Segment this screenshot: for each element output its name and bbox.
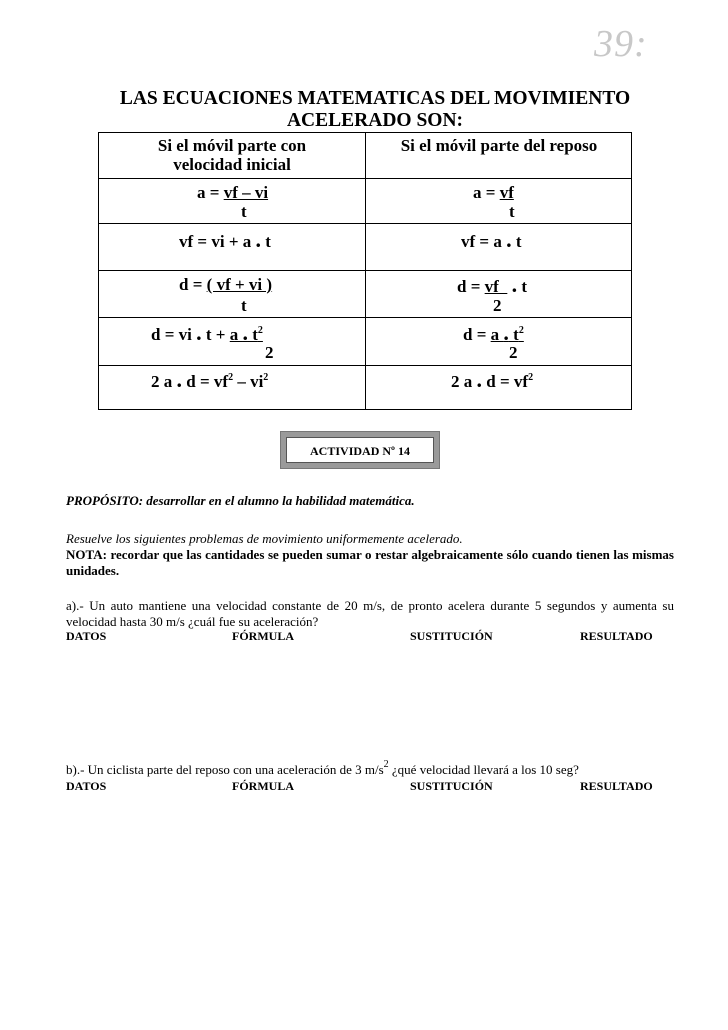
datos-header: DATOS <box>66 779 107 793</box>
distance-formula-acceleration-from-rest: d = a . $t^2$ <box>463 320 524 345</box>
title-line-2: ACELERADO SON: <box>286 110 464 131</box>
sustitucion-header: SUSTITUCIÓN <box>410 779 493 793</box>
sustitucion-header: SUSTITUCIÓN <box>410 629 493 643</box>
table-row-divider <box>99 178 631 179</box>
problem-b-column-headers <box>66 779 674 795</box>
timeless-formula-from-rest: 2 a . $d = vf^2$ <box>451 367 534 392</box>
page-number: 39: <box>594 23 648 65</box>
instruction-text: Resuelve los siguientes problemas de movimiento uniformemente acelerado. <box>66 531 463 546</box>
formula-header: FÓRMULA <box>232 779 294 793</box>
activity-label: ACTIVIDAD Nº 14 <box>286 437 434 463</box>
equations-table <box>98 132 632 410</box>
final-velocity-formula-with-initial-velocity: vf = vi + a . t <box>179 227 271 252</box>
distance-formula-with-initial-velocity: d = vi . t + a . $t^2$ <box>151 320 263 345</box>
distance-formula-denominator: t <box>241 296 247 315</box>
distance-formula-from-rest: d = vf . t <box>457 272 527 297</box>
activity-box <box>280 431 440 469</box>
resultado-header: RESULTADO <box>580 629 653 643</box>
table-column-divider <box>365 133 366 409</box>
table-row-divider <box>99 317 631 318</box>
left-column-header <box>99 136 365 174</box>
table-row-divider <box>99 223 631 224</box>
acceleration-formula-from-rest-denominator: t <box>509 202 515 221</box>
right-column-header: Si el móvil parte del reposo <box>400 136 598 155</box>
distance-formula-acceleration-from-rest-denominator: 2 <box>509 343 518 362</box>
formula-header: FÓRMULA <box>232 629 294 643</box>
datos-header: DATOS <box>66 629 107 643</box>
table-row-divider <box>99 270 631 271</box>
distance-formula-with-initial-velocity-denominator: 2 <box>265 343 274 362</box>
problem-b: b).- Un ciclista parte del reposo con una aceleración de 3 $m/s^2$ ¿qué velocidad llevará a los 10 seg? <box>66 759 579 777</box>
final-velocity-formula-from-rest: vf = a . t <box>461 227 522 252</box>
left-header-line-1: Si el móvil parte con <box>157 136 307 155</box>
acceleration-formula-from-rest: a = vf <box>473 183 514 202</box>
acceleration-formula-with-initial-velocity: a = vf – vi <box>197 183 269 202</box>
page-title <box>70 88 680 132</box>
note-text: NOTA: recordar que las cantidades se pueden sumar o restar algebraicamente sólo cuando tienen las mismas unidades. <box>66 547 674 578</box>
purpose-text: PROPÓSITO: desarrollar en el alumno la habilidad matemática. <box>66 493 415 508</box>
left-header-line-2: velocidad inicial <box>173 155 291 174</box>
distance-formula-average-velocity: d = ( vf + vi ) <box>179 275 273 294</box>
title-line-1: LAS ECUACIONES MATEMATICAS DEL MOVIMIENTO <box>119 88 631 109</box>
problem-a: a).- Un auto mantiene una velocidad constante de 20 m/s, de pronto acelera durante 5 segundos y aumenta su velocidad hasta 30 m/s ¿cuál fue su aceleración? <box>66 598 674 629</box>
problem-a-column-headers <box>66 629 674 645</box>
acceleration-formula-denominator: t <box>241 202 247 221</box>
table-row-divider <box>99 365 631 366</box>
timeless-formula-with-initial-velocity: 2 a . $d = vf^2 - vi^2$ <box>151 367 269 392</box>
distance-formula-from-rest-denominator: 2 <box>493 296 502 315</box>
resultado-header: RESULTADO <box>580 779 653 793</box>
